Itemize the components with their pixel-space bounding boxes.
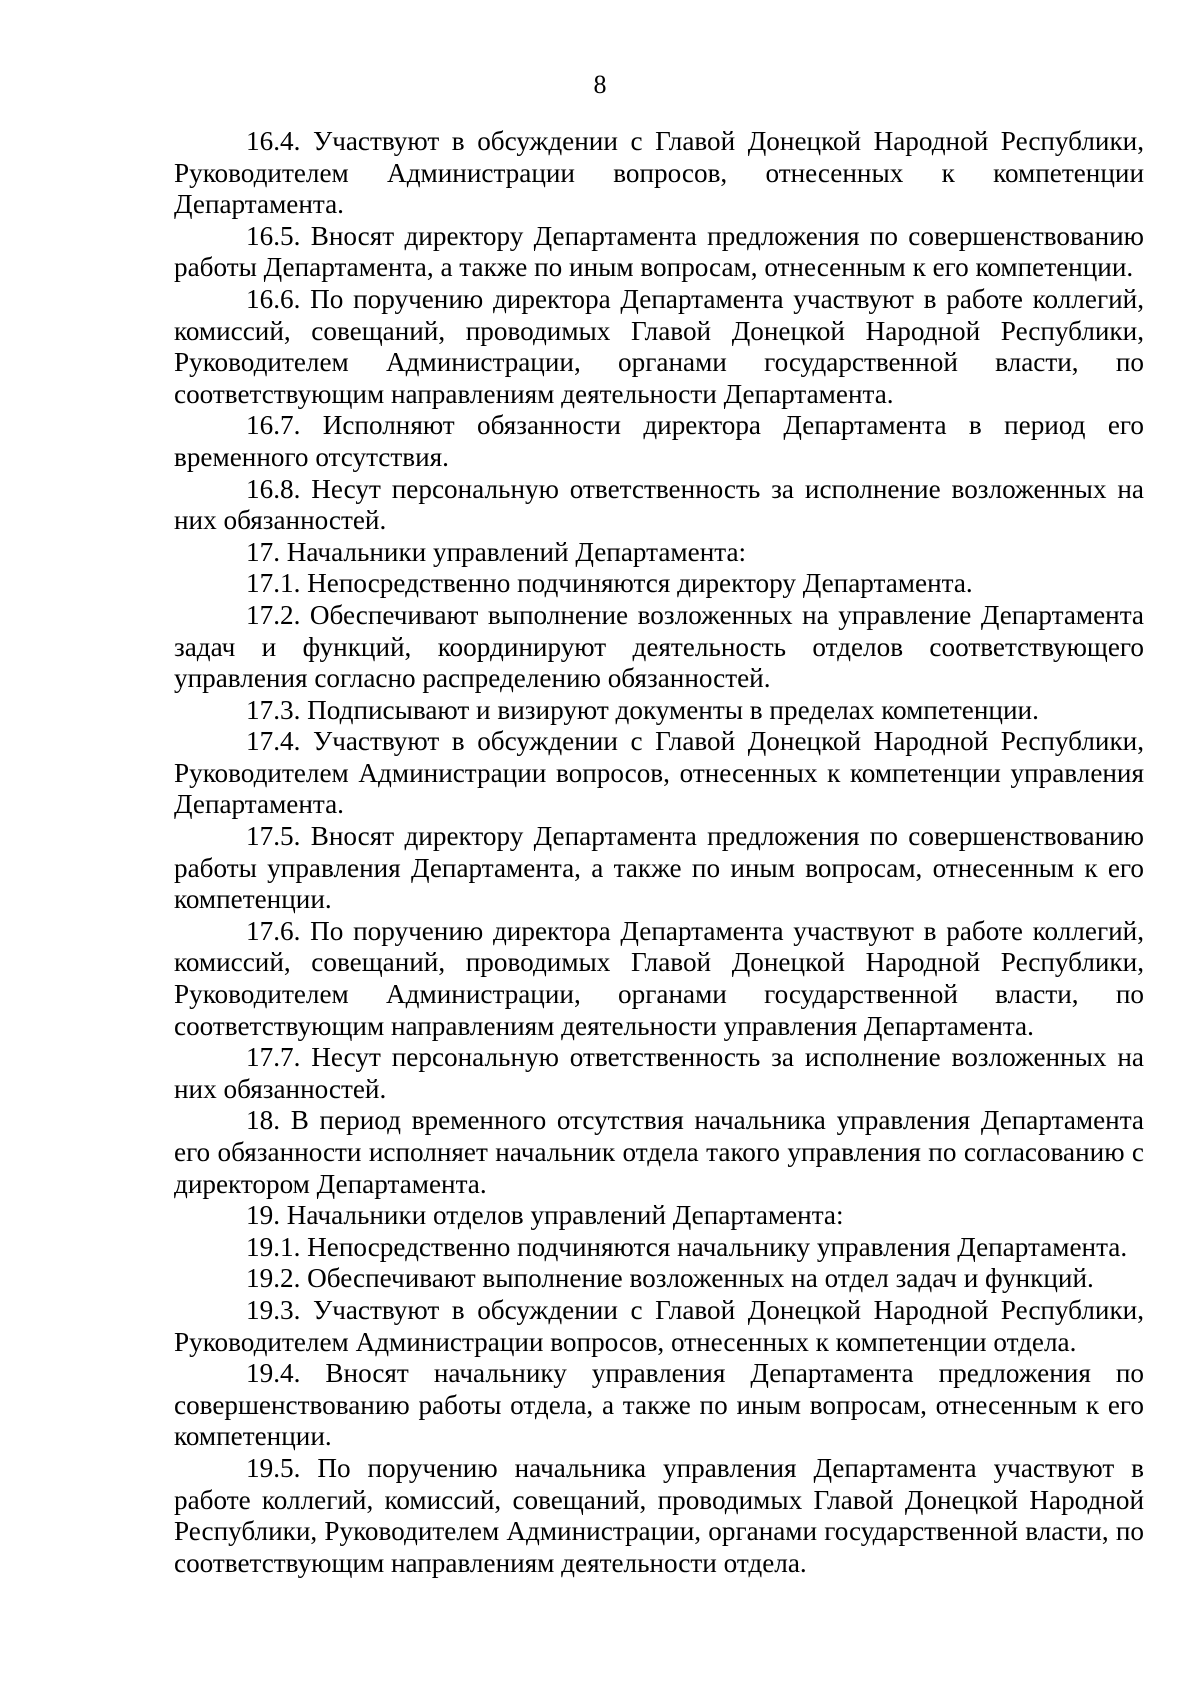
paragraph-19-4: 19.4. Вносят начальнику управления Департамента предложения по совершенствованию работы отдела, а также по иным вопросам, отнесенным к его компетенции. [174, 1358, 1144, 1452]
paragraph-16-4: 16.4. Участвуют в обсуждении с Главой Донецкой Народной Республики, Руководителем Администрации вопросов, отнесенных к компетенции Департамента. [174, 126, 1144, 220]
page-number: 8 [593, 70, 607, 99]
paragraph-17-2: 17.2. Обеспечивают выполнение возложенных на управление Департамента задач и функций, координируют деятельность отделов соответствующего управления согласно распределению обязанностей. [174, 599, 1144, 694]
paragraph-19-1: 19.1. Непосредственно подчиняются начальнику управления Департамента. [246, 1231, 1128, 1262]
paragraph-18: 18. В период временного отсутствия начальника управления Департамента его обязанности исполняет начальник отдела такого управления по согласованию с директором Департамента. [174, 1105, 1144, 1199]
paragraph-17: 17. Начальники управлений Департамента: [246, 536, 747, 567]
paragraph-17-5: 17.5. Вносят директору Департамента предложения по совершенствованию работы управления Департамента, а также по иным вопросам, отнесенным к его компетенции. [174, 821, 1144, 915]
paragraph-19-3: 19.3. Участвуют в обсуждении с Главой Донецкой Народной Республики, Руководителем Администрации вопросов, отнесенных к компетенции отдела. [174, 1294, 1144, 1357]
document-body [174, 126, 1144, 1579]
paragraph-19-5: 19.5. По поручению начальника управления Департамента участвуют в работе коллегий, комиссий, совещаний, проводимых Главой Донецкой Народной Республики, Руководителем Администрации, органами государственной власти, по соответствующим направлениям деятельности отдела. [174, 1452, 1144, 1578]
paragraph-16-5: 16.5. Вносят директору Департамента предложения по совершенствованию работы Департамента, а также по иным вопросам, отнесенным к его компетенции. [174, 220, 1144, 283]
paragraph-19: 19. Начальники отделов управлений Департамента: [246, 1200, 844, 1231]
paragraph-16-6: 16.6. По поручению директора Департамента участвуют в работе коллегий, комиссий, совещаний, проводимых Главой Донецкой Народной Республики, Руководителем Администрации, органами государственной власти, по соответствующим направлениям деятельности Департамента. [174, 283, 1144, 409]
paragraph-19-2: 19.2. Обеспечивают выполнение возложенных на отдел задач и функций. [246, 1263, 1094, 1294]
paragraph-17-1: 17.1. Непосредственно подчиняются директору Департамента. [246, 568, 973, 599]
paragraph-16-8: 16.8. Несут персональную ответственность за исполнение возложенных на них обязанностей. [174, 473, 1144, 536]
paragraph-17-6: 17.6. По поручению директора Департамента участвуют в работе коллегий, комиссий, совещаний, проводимых Главой Донецкой Народной Республики, Руководителем Администрации, органами государственной власти, по соответствующим направлениям деятельности управления Департамента. [174, 915, 1144, 1041]
paragraph-17-4: 17.4. Участвуют в обсуждении с Главой Донецкой Народной Республики, Руководителем Администрации вопросов, отнесенных к компетенции управления Департамента. [174, 726, 1144, 820]
paragraph-17-7: 17.7. Несут персональную ответственность за исполнение возложенных на них обязанностей. [174, 1042, 1144, 1104]
paragraph-17-3: 17.3. Подписывают и визируют документы в пределах компетенции. [246, 694, 1039, 725]
paragraph-16-7: 16.7. Исполняют обязанности директора Департамента в период его временного отсутствия. [174, 410, 1144, 472]
